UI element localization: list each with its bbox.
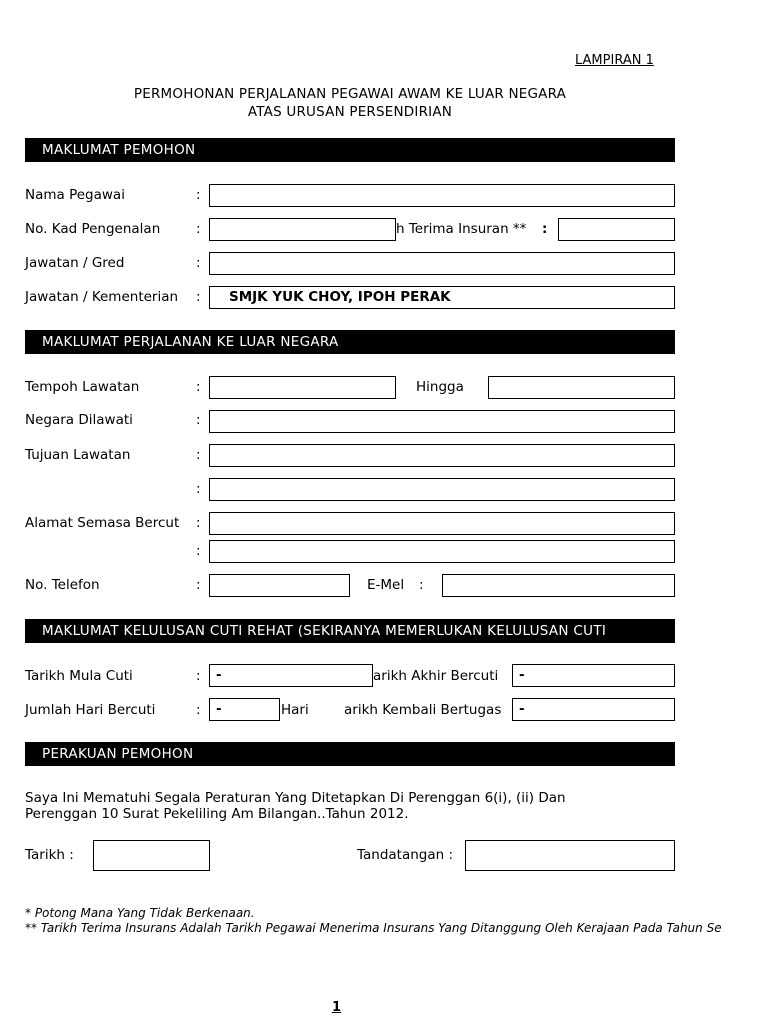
alamat-field-1[interactable]: [209, 512, 675, 535]
tandatangan-label: Tandatangan :: [357, 847, 454, 863]
hingga-field[interactable]: [488, 376, 675, 399]
page-number: 1: [332, 1000, 342, 1015]
colon: :: [196, 255, 201, 271]
insuran-field[interactable]: [558, 218, 675, 241]
kembali-field[interactable]: -: [512, 698, 675, 721]
negara-field[interactable]: [209, 410, 675, 433]
colon: :: [196, 221, 201, 237]
jumlah-hari-label: Jumlah Hari Bercuti: [25, 702, 156, 718]
section-header-perjalanan: MAKLUMAT PERJALANAN KE LUAR NEGARA: [25, 330, 675, 354]
tujuan-field-2[interactable]: [209, 478, 675, 501]
colon: :: [196, 481, 201, 497]
nama-label: Nama Pegawai: [25, 187, 125, 203]
colon: :: [196, 515, 201, 531]
emel-label: E-Mel: [367, 577, 405, 593]
alamat-label: Alamat Semasa Bercut: [25, 515, 180, 531]
tarikh-label: Tarikh :: [25, 847, 74, 863]
alamat-field-2[interactable]: [209, 540, 675, 563]
hingga-label: Hingga: [416, 379, 464, 395]
colon: :: [196, 668, 201, 684]
section-header-pemohon: MAKLUMAT PEMOHON: [25, 138, 675, 162]
tujuan-label: Tujuan Lawatan: [25, 447, 131, 463]
negara-label: Negara Dilawati: [25, 412, 133, 428]
jawatan-label: Jawatan / Gred: [25, 255, 125, 271]
colon: :: [196, 447, 201, 463]
colon: :: [196, 543, 201, 559]
kp-label: No. Kad Pengenalan: [25, 221, 161, 237]
insuran-label: h Terima Insuran **: [396, 221, 527, 237]
jumlah-hari-field[interactable]: -: [209, 698, 280, 721]
telefon-label: No. Telefon: [25, 577, 100, 593]
footnote-1: * Potong Mana Yang Tidak Berkenaan.: [25, 906, 255, 920]
mula-cuti-field[interactable]: -: [209, 664, 373, 687]
kp-field[interactable]: [209, 218, 396, 241]
insuran-colon: :: [542, 221, 548, 237]
tujuan-field-1[interactable]: [209, 444, 675, 467]
tandatangan-field[interactable]: [465, 840, 675, 871]
tempoh-label: Tempoh Lawatan: [25, 379, 140, 395]
colon: :: [419, 577, 424, 593]
perakuan-statement-line1: Saya Ini Mematuhi Segala Peraturan Yang Ditetapkan Di Perenggan 6(i), (ii) Dan: [25, 790, 566, 806]
mula-cuti-label: Tarikh Mula Cuti: [25, 668, 133, 684]
jawatan-field[interactable]: [209, 252, 675, 275]
akhir-cuti-field[interactable]: -: [512, 664, 675, 687]
telefon-field[interactable]: [209, 574, 350, 597]
colon: :: [196, 289, 201, 305]
form-title-line2: ATAS URUSAN PERSENDIRIAN: [247, 104, 453, 120]
nama-field[interactable]: [209, 184, 675, 207]
footnote-2: ** Tarikh Terima Insurans Adalah Tarikh Pegawai Menerima Insurans Yang Ditanggung Oleh Kerajaan Pada Tahun Se: [25, 921, 722, 935]
perakuan-statement-line2: Perenggan 10 Surat Pekeliling Am Bilangan..Tahun 2012.: [25, 806, 409, 822]
tarikh-field[interactable]: [93, 840, 210, 871]
lampiran-label: LAMPIRAN 1: [575, 53, 654, 68]
kementerian-label: Jawatan / Kementerian: [25, 289, 179, 305]
akhir-cuti-label: arikh Akhir Bercuti: [373, 668, 499, 684]
section-header-perakuan: PERAKUAN PEMOHON: [25, 742, 675, 766]
colon: :: [196, 702, 201, 718]
kembali-label: arikh Kembali Bertugas: [344, 702, 502, 718]
colon: :: [196, 187, 201, 203]
form-title-line1: PERMOHONAN PERJALANAN PEGAWAI AWAM KE LUAR NEGARA: [133, 86, 567, 102]
tempoh-field[interactable]: [209, 376, 396, 399]
colon: :: [196, 412, 201, 428]
section-header-cuti: MAKLUMAT KELULUSAN CUTI REHAT (SEKIRANYA MEMERLUKAN KELULUSAN CUTI: [25, 619, 675, 643]
colon: :: [196, 379, 201, 395]
hari-label: Hari: [281, 702, 309, 718]
colon: :: [196, 577, 201, 593]
kementerian-field[interactable]: SMJK YUK CHOY, IPOH PERAK: [209, 286, 675, 309]
emel-field[interactable]: [442, 574, 675, 597]
